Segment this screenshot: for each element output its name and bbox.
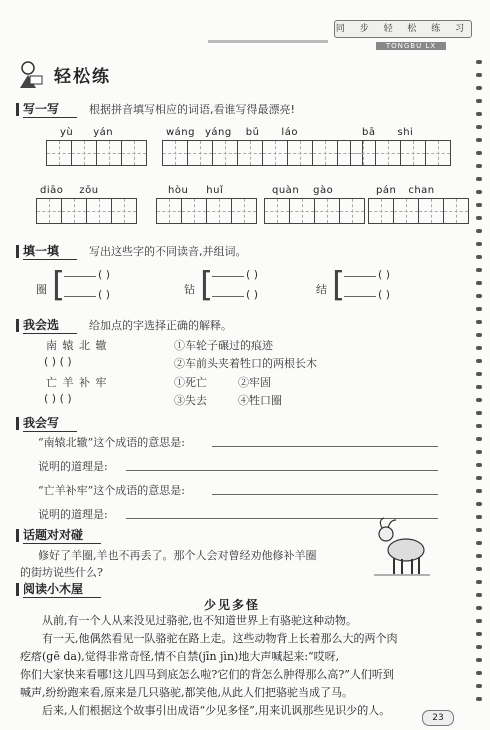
spiral-ring: [476, 606, 482, 610]
answer-line[interactable]: [126, 470, 438, 471]
polyphone-item-1: 圈 [ ( ) ( ): [36, 265, 111, 305]
meaning-option: ②车前头夹着牲口的两根长木: [174, 357, 317, 370]
meaning-option: ③失去: [174, 394, 207, 407]
section-instruction: 给加点的字选择正确的解释。: [89, 319, 233, 332]
prompt-line: “亡羊补牢”这个成语的意思是:: [38, 484, 185, 497]
story-title: 少见多怪: [204, 598, 261, 612]
story-line: 你们大家快来看哪!这儿四马到底怎么啦?它们的背怎么肿得那么高?”人们听到: [20, 668, 394, 681]
series-subtitle: TONGBU LX: [376, 42, 446, 50]
answer-line[interactable]: [212, 494, 438, 495]
section-topic-header: [16, 526, 101, 544]
spiral-ring: [476, 242, 482, 246]
spiral-ring: [476, 229, 482, 233]
meaning-option: ②牢固: [238, 376, 271, 389]
char-grid-1[interactable]: [46, 140, 146, 166]
section-instruction: 根据拼音填写相应的词语,看谁写得最漂亮!: [89, 103, 295, 116]
banner-title: 轻松练: [54, 67, 111, 87]
spiral-ring: [476, 502, 482, 506]
spiral-ring: [476, 385, 482, 389]
char-grid-6[interactable]: [264, 198, 364, 224]
polyphone-item-2: 钻 [ ( ) ( ): [184, 265, 259, 305]
spiral-ring: [476, 671, 482, 675]
prompt-line: “南辕北辙”这个成语的意思是:: [38, 436, 185, 449]
meaning-option: ④牲口圈: [238, 394, 282, 407]
polyphone-char: 结: [316, 283, 327, 296]
char-grid-4[interactable]: [36, 198, 136, 224]
idiom-2: 亡 羊 补 牢: [46, 376, 108, 389]
spiral-ring: [476, 424, 482, 428]
goat-icon: [372, 516, 432, 578]
spiral-ring: [476, 333, 482, 337]
idiom-1-blanks[interactable]: ( ) ( ): [44, 355, 72, 368]
section-title: 阅读小木屋: [23, 580, 101, 598]
spiral-ring: [476, 528, 482, 532]
spiral-ring: [476, 60, 482, 64]
spiral-ring: [476, 216, 482, 220]
spiral-ring: [476, 476, 482, 480]
polyphone-item-3: 结 [ ( ) ( ): [316, 265, 391, 305]
section-reading-header: [16, 580, 101, 598]
spiral-ring: [476, 619, 482, 623]
meaning-option: ①车轮子碾过的痕迹: [174, 339, 273, 352]
spiral-ring: [476, 268, 482, 272]
answer-line[interactable]: [212, 446, 438, 447]
spiral-ring: [476, 151, 482, 155]
spiral-ring: [476, 593, 482, 597]
spiral-ring: [476, 489, 482, 493]
char-grid-5[interactable]: [156, 198, 256, 224]
pinyin-group-4: diāo zōu: [40, 185, 99, 196]
spiral-ring: [476, 697, 482, 701]
spiral-ring: [476, 359, 482, 363]
banner: [14, 58, 124, 92]
section-title: 话题对对碰: [23, 526, 101, 544]
polyphone-char: 钻: [184, 283, 195, 296]
topic-text: 修好了羊圈,羊也不再丢了。那个人会对曾经劝他修补羊圈: [38, 549, 317, 562]
story-line: 喊声,纷纷跑来看,原来是几只骆驼,都笑他,从此人们把骆驼当成了马。: [20, 686, 353, 699]
spiral-ring: [476, 164, 482, 168]
spiral-ring: [476, 99, 482, 103]
topic-text-2: 的街坊说些什么?: [20, 566, 103, 579]
spiral-ring: [476, 541, 482, 545]
story-line: 有一天,他偶然看见一队骆驼在路上走。这些动物背上长着那么大的两个肉: [42, 632, 398, 645]
header-rule: [208, 40, 328, 43]
series-title: 同 步 轻 松 练 习: [334, 20, 472, 38]
spiral-ring: [476, 112, 482, 116]
spiral-ring: [476, 645, 482, 649]
spiral-ring: [476, 372, 482, 376]
pinyin-group-6: quàn gào: [272, 185, 334, 196]
spiral-ring: [476, 255, 482, 259]
spiral-ring: [476, 281, 482, 285]
prompt-line: 说明的道理是:: [38, 508, 108, 521]
section-instruction: 写出这些字的不同读音,并组词。: [89, 245, 247, 258]
spiral-ring: [476, 294, 482, 298]
section-write-header: [16, 100, 295, 118]
spiral-ring: [476, 450, 482, 454]
char-grid-2[interactable]: [162, 140, 362, 166]
polyphone-char: 圈: [36, 283, 47, 296]
pinyin-group-1: yù yán: [60, 127, 114, 138]
pinyin-group-2: wáng yáng bǔ láo: [166, 127, 298, 138]
spiral-ring: [476, 307, 482, 311]
story-line: 疙瘩(gē da),觉得非常奇怪,情不自禁(jīn jìn)地大声喊起来:“哎呀,: [20, 650, 340, 663]
story-line: 后来,人们根据这个故事引出成语“少见多怪”,用来讥讽那些见识少的人。: [42, 704, 391, 717]
child-reading-icon: [14, 58, 48, 92]
spiral-ring: [476, 684, 482, 688]
meaning-option: ①死亡: [174, 376, 207, 389]
section-title: 填一填: [23, 242, 77, 260]
spiral-ring: [476, 580, 482, 584]
spiral-ring: [476, 632, 482, 636]
spiral-ring: [476, 398, 482, 402]
spiral-ring: [476, 73, 482, 77]
spiral-ring: [476, 203, 482, 207]
section-choose-header: [16, 316, 232, 334]
section-title: 我会写: [23, 414, 77, 432]
spiral-ring: [476, 138, 482, 142]
section-title: 我会选: [23, 316, 77, 334]
pinyin-group-3: bā shi: [362, 127, 414, 138]
spiral-ring: [476, 346, 482, 350]
spiral-ring: [476, 320, 482, 324]
spiral-ring: [476, 515, 482, 519]
section-fill-header: [16, 242, 247, 260]
pinyin-group-5: hòu huǐ: [168, 185, 224, 196]
spiral-ring: [476, 437, 482, 441]
page-number: 23: [422, 710, 454, 726]
story-line: 从前,有一个人从来没见过骆驼,也不知道世界上有骆驼这种动物。: [42, 614, 357, 627]
spiral-ring: [476, 658, 482, 662]
spiral-ring: [476, 86, 482, 90]
spiral-ring: [476, 177, 482, 181]
idiom-1: 南 辕 北 辙: [46, 339, 108, 352]
idiom-2-blanks[interactable]: ( ) ( ): [44, 392, 72, 405]
spiral-ring: [476, 463, 482, 467]
story-body: [20, 612, 460, 720]
spiral-ring: [476, 554, 482, 558]
prompt-line: 说明的道理是:: [38, 460, 108, 473]
pinyin-group-7: pán chan: [376, 185, 435, 196]
section-write2-header: [16, 414, 77, 432]
spiral-ring: [476, 411, 482, 415]
spiral-ring: [476, 190, 482, 194]
spiral-ring: [476, 567, 482, 571]
char-grid-7[interactable]: [368, 198, 468, 224]
section-title: 写一写: [23, 100, 77, 118]
char-grid-3[interactable]: [350, 140, 450, 166]
spiral-ring: [476, 125, 482, 129]
